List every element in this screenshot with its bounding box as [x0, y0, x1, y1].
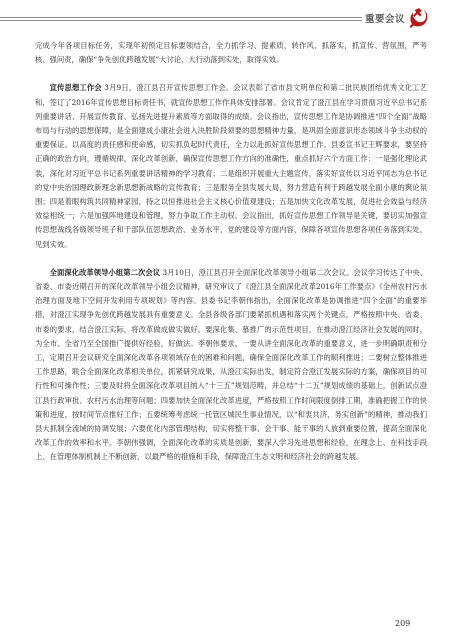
section-heading: 全面深化改革领导小组第二次会议 [49, 267, 161, 277]
section-heading: 宣传思想工作会 [49, 83, 102, 93]
article-body [35, 39, 427, 465]
section-header-title: 重要会议 [362, 11, 408, 25]
intro-paragraph: 完成今年各项目标任务，实现年初预定目标要领结合，全力抓学习、提素质，转作风、抓落实，抓宣传、营氛围，严考核、强问责，确保“争先创优跨越发展”大讨论、大行动落到实处，取得实效。 [35, 41, 427, 65]
party-emblem-icon [406, 6, 430, 30]
section-paragraph [35, 266, 427, 465]
header-rule [0, 17, 392, 18]
page-header [0, 0, 468, 32]
page-number: 209 [395, 619, 411, 628]
section-body: 3月9日，澄江县召开宣传思想工作会。会议表彰了省市县文明单位和第二批民族团结优秀文化工艺和，签订了2016年宣传思想目标责任书，就宣传思想工作作具体安排部署。会议肯定了澄江县在学习贯彻习近平总书记系列重要讲话、开展宣传教育、弘扬先进提升素质等方面取得的成绩。会议指出，宣传思想工作是协调推进“四个全面”战略布局与行动的思想保障，是全面建成小康社会进入决胜阶段须要的思想精神力量，是巩固全面意识形态领域斗争主动权的重要保证。以高度的责任感和使命感，切实抓负起时代责任，全力以赴抓好宣传思想工作。县委宣书记王辉要求，要坚持正确的政治方向，遵循规律，深化改革创新，确保宣传思想工作方向的准确性，重点抓好六个方面工作：一是强化理论武装，深化对习近平总书记系列重要讲话精神的学习教育；二是组织开展重大主题宣传，落实好宣传以习近平同志为总书记的党中央治国理政新理念新思想新战略的宣传教育；三是服务全县发展大局，努力营造有利于跨越发展全面小康的舆论氛围；四是着眼构筑共同精神家园，持之以恒推进社会主义核心价值观建设；五是加快文化改革发展，促进社会效益与经济效益相统一；六是加强阵地建设和管理，努力争取工作主动权。会议指出，抓好宣传思想工作领导是关键，要切实加强宣传思想战线各级领导班子和干部队伍思想政治、业务水平，党的建设等方面内容，保障各项宣传思想各项任务落到实处，见到实效。 [35, 83, 427, 249]
section-body: 3月10日，澄江县召开全面深化改革领导小组第二次会议。会议学习传达了中央、省委、市委近期召开的深化改革领导小组会议精神，研究审议了《澄江县全面深化改革2016年工作要点》《全州农村污水治理方面及地下空间开发利用专项规划》等内容。县委书记李朝伟指出，全面深化改革是协调推进“四个全面”的重要举措，对澄江实现争先创优跨越发展具有重要意义。全县各级各部门要紧抓机遇和落实两个关键点，严格按照中央、省委、市委的要求，结合澄江实际，将改革做成做实做好。要深化集、慕推广的示范性项目，在推动澄江经济社会发展的同时，为全市、全省乃至全国推广提供好经验，好做法。李朝伟要求，一要从讲全面深化改革的重要意义，进一步明确职责和分工，定期召开会议研究全面深化改革各项领域存在的困难和问题，确保全面深化改革工作的顺利推进；二要树立整体推进工作思路，联合全面深化改革相关单位，抓紧研究成果，从澄江实际出发，制定符合澄江发展实际的方案，确保项目的可行性和可操作性；三要及时将全面深化改革项目纳入“十三五”规划范畴，并总结“十二五”规划成绩的基础上，创新试点澄江县行政审批、农村污水治理等问题；四要加快全面深化改革进度，严格按照工作时间限度倒排工期，准确把握工作的快策和进度，按时间节点推好工作；五要统筹考虑统一托管区城民生事业情况，以“和衷共济，务实创新”的精神，推动我们县大抓制全流域的协调发展；六要优化内部管理结构，切实将整干事、会干事、能干事的人放到重要位置，提高全面深化改革工作的效率和水平。李朝伟强调，全面深化改革的实质是创新，要深入学习先进思想和经验，在理念上、在科技手段上、在管理体制机制上不断创新，以最严格的措施和手段，保障澄江生态文明和经济社会的跨越发展。 [35, 267, 427, 462]
section-paragraph [35, 81, 427, 251]
header-rule [0, 20, 392, 21]
